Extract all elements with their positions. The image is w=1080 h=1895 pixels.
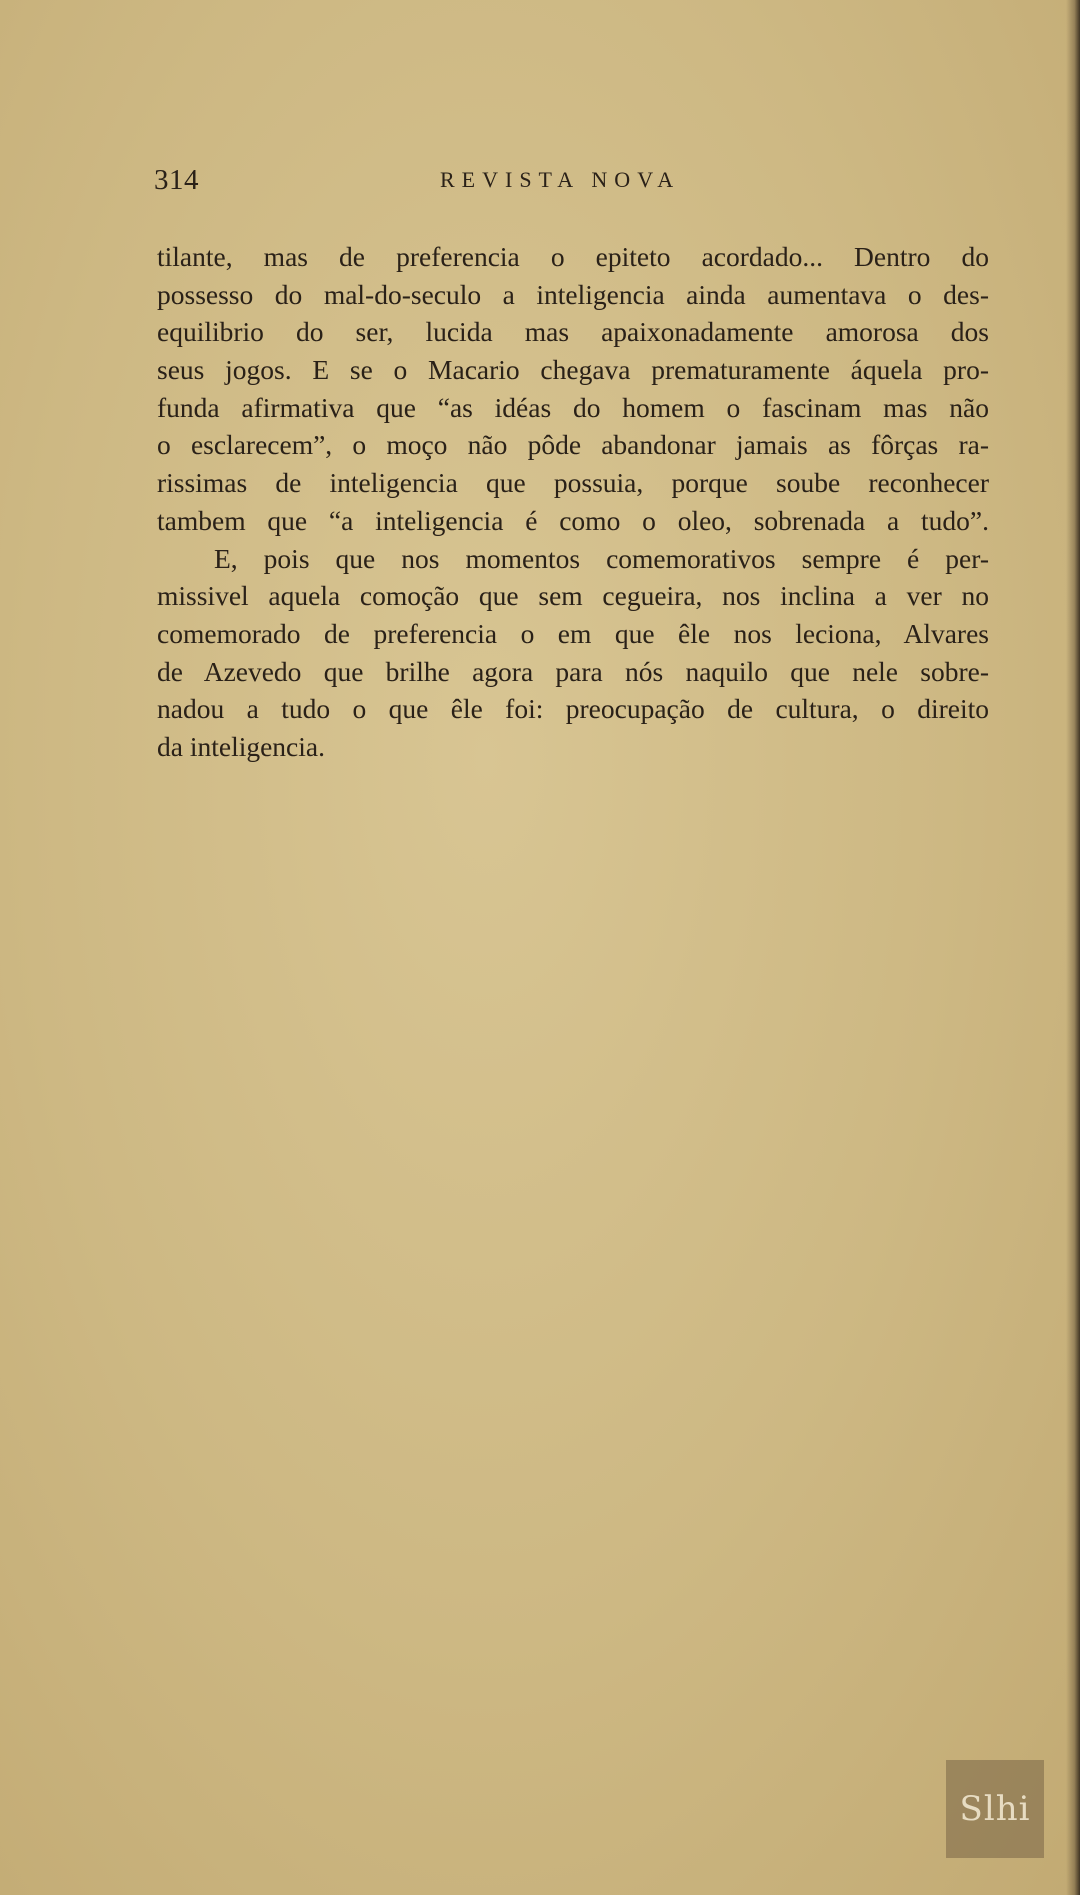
page-header [154,160,984,200]
running-title: REVISTA NOVA [440,167,681,192]
text-line: comemorado de preferencia o em que êle nos leciona, Alvares [157,617,989,649]
text-body [157,238,989,766]
text-line: nadou a tudo o que êle foi: preocupação de cultura, o direito [157,693,989,725]
text-line: missivel aquela comoção que sem cegueira, nos inclina a ver no [157,580,989,612]
text-line: da inteligencia. [157,730,325,762]
text-line: rissimas de inteligencia que possuia, porque soube reconhecer [157,467,989,499]
paragraph-2 [157,540,989,766]
text-line: de Azevedo que brilhe agora para nós naquilo que nele sobre- [157,655,989,687]
page-edge-shadow [1066,0,1080,1895]
text-line: E, pois que nos momentos comemorativos sempre é per- [214,542,989,574]
text-line: equilibrio do ser, lucida mas apaixonadamente amorosa dos [157,316,989,348]
text-line: tilante, mas de preferencia o epiteto acordado... Dentro do [157,241,989,272]
text-line: funda afirmativa que “as idéas do homem o fascinam mas não [157,391,989,423]
watermark-text: Slhi [959,1789,1031,1829]
text-line: o esclarecem”, o moço não pôde abandonar jamais as fôrças ra- [157,429,989,461]
page-number: 314 [154,164,199,196]
text-line: possesso do mal-do-seculo a inteligencia ainda aumentava o des- [157,278,989,310]
paragraph-1 [157,238,989,540]
text-line: seus jogos. E se o Macario chegava prematuramente áquela pro- [157,354,989,386]
library-watermark-logo [946,1760,1044,1858]
text-line: tambem que “a inteligencia é como o oleo, sobrenada a tudo”. [157,504,989,536]
